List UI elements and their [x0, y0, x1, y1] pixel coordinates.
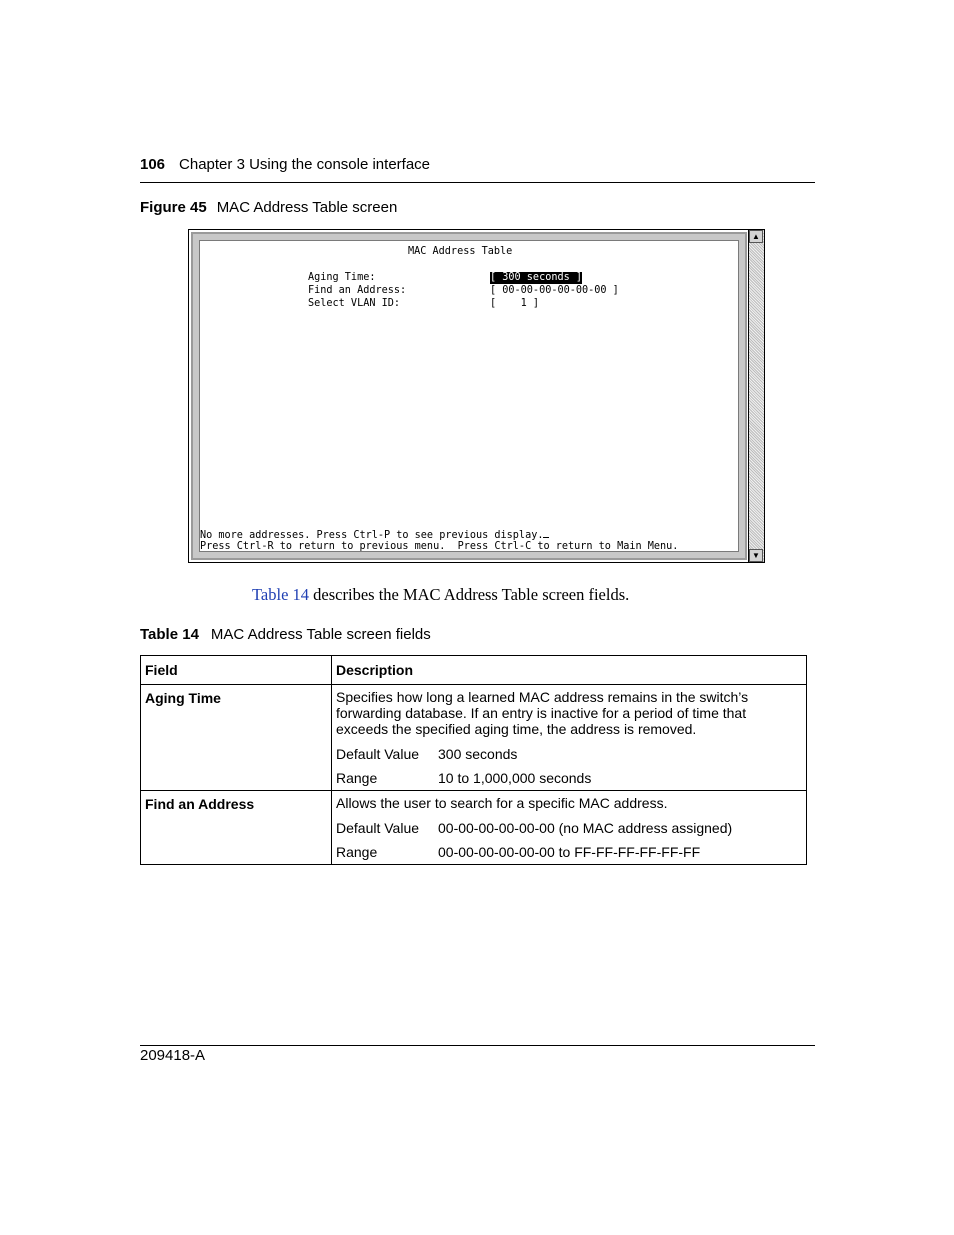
figure-caption [140, 199, 397, 216]
default-label: Default Value [336, 820, 420, 836]
range-value: 00-00-00-00-00-00 to FF-FF-FF-FF-FF-FF [438, 844, 701, 860]
doc-number: 209418-A [140, 1047, 206, 1064]
vlan-id-label: Select VLAN ID: [308, 298, 401, 309]
scroll-down-icon[interactable]: ▼ [749, 549, 763, 562]
aging-time-label: Aging Time: [308, 272, 376, 283]
header-rule [140, 182, 815, 183]
chapter-title: Chapter 3 Using the console interface [179, 156, 431, 173]
default-value: 300 seconds [438, 746, 518, 762]
description-text: Specifies how long a learned MAC address remains in the switch’s forwarding database. If an entry is inactive for a period of time that exceeds the specified aging time, the address is removed. [336, 689, 749, 737]
header-field: Field [141, 656, 332, 685]
table-row [141, 685, 807, 791]
scroll-up-icon[interactable]: ▲ [749, 230, 763, 243]
range-label: Range [336, 770, 378, 786]
row-description [332, 685, 807, 791]
console-screen [199, 240, 739, 552]
range-line [336, 770, 798, 786]
default-value: 00-00-00-00-00-00 (no MAC address assigned) [438, 820, 733, 836]
table-link[interactable]: Table 14 [252, 585, 310, 604]
description-text: Allows the user to search for a specific MAC address. [336, 795, 668, 811]
page-number: 106 [140, 156, 166, 173]
intro-text: describes the MAC Address Table screen fields. [309, 585, 630, 604]
console-frame [191, 232, 747, 560]
row-description [332, 791, 807, 865]
header-description: Description [332, 656, 807, 685]
status-line-1 [200, 528, 549, 542]
fields-table [140, 655, 807, 865]
default-value-line [336, 746, 798, 762]
intro-sentence [252, 585, 629, 605]
range-label: Range [336, 844, 378, 860]
row-field-name: Aging Time [141, 685, 332, 791]
footer-rule [140, 1045, 815, 1046]
range-line [336, 844, 798, 860]
table-row [141, 791, 807, 865]
console-title: MAC Address Table [408, 246, 513, 257]
find-address-field[interactable]: [ 00-00-00-00-00-00 ] [490, 285, 619, 296]
vlan-id-field[interactable]: [ 1 ] [490, 298, 540, 309]
range-value: 10 to 1,000,000 seconds [438, 770, 592, 786]
vertical-scrollbar[interactable] [748, 230, 764, 562]
row-field-name: Find an Address [141, 791, 332, 865]
table-label: Table 14 [140, 626, 199, 643]
running-header [140, 156, 430, 173]
aging-time-field[interactable]: [ 300 seconds ] [490, 272, 583, 283]
default-value-line [336, 820, 798, 836]
table-caption [140, 626, 431, 643]
status-line-2: Press Ctrl-R to return to previous menu. Press Ctrl-C to return to Main Menu. [200, 541, 679, 552]
text-cursor [543, 528, 549, 538]
figure-label: Figure 45 [140, 199, 207, 216]
table-title: MAC Address Table screen fields [210, 626, 431, 643]
table-header-row [141, 656, 807, 685]
default-label: Default Value [336, 746, 420, 762]
console-window [188, 229, 765, 563]
find-address-label: Find an Address: [308, 285, 407, 296]
status-line-1-text: No more addresses. Press Ctrl-P to see previous display. [200, 530, 544, 541]
figure-title: MAC Address Table screen [216, 199, 398, 216]
